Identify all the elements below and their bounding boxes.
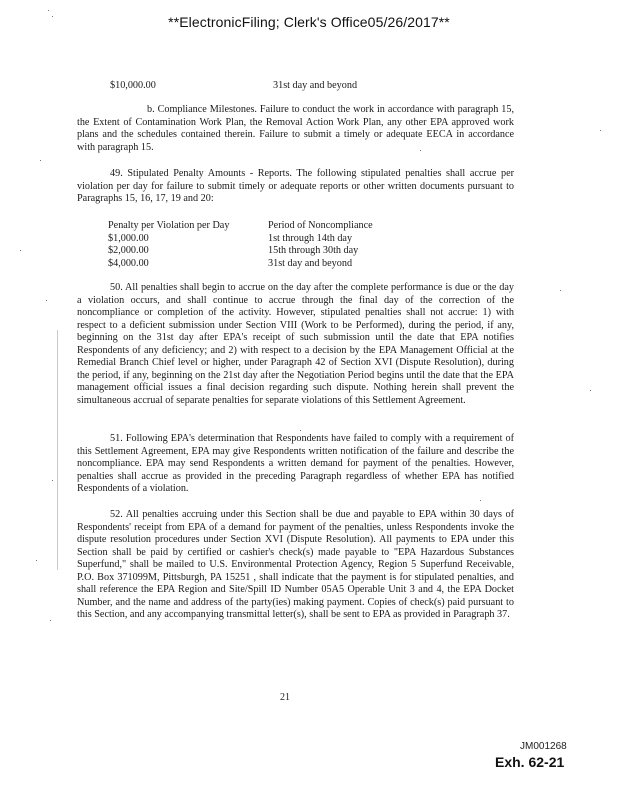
- table-header-cell: Penalty per Violation per Day: [108, 220, 230, 231]
- scan-speck: [560, 290, 561, 291]
- table-cell: 15th through 30th day: [268, 245, 359, 256]
- table-cell: 1st through 14th day: [268, 232, 353, 244]
- page-number: 21: [280, 692, 290, 703]
- scan-speck: [40, 160, 41, 161]
- scan-speck: [300, 430, 301, 431]
- table-header-cell: Period of Noncompliance: [268, 220, 373, 231]
- paragraph-50: 50. All penalties shall begin to accrue on the day after the complete performance is due or the day a violation occurs, and shall continue to accrue through the final day of the correction of the noncompliance or completion of the activity. However, stipulated penalties shall not accrue: 1) with respect to a deficient submission under Section VIII (Work to be Performed), during the period, if any, beginning on the 31st day after EPA's receipt of such submission until the date that EPA notifies Respondents of any deficiency; and 2) with respect to a decision by the EPA Management Official at the Remedial Branch Chief level or higher, under Paragraph 42 of Section XVI (Dispute Resolution), during the period, if any, beginning on the 21st day after the Negotiation Period begins until the date that the EPA management official issues a final decision regarding such dispute. Nothing herein shall prevent the simultaneous accrual of separate penalties for separate violations of this Settlement Agreement.: [77, 282, 514, 406]
- table-cell: $4,000.00: [108, 257, 149, 269]
- table-cell: $1,000.00: [108, 232, 149, 244]
- scan-speck: [50, 620, 51, 621]
- table-cell: 31st day and beyond: [268, 257, 353, 269]
- scan-speck: [48, 10, 49, 11]
- scan-margin-line: [57, 330, 58, 570]
- table-cell: $2,000.00: [108, 245, 149, 256]
- scan-speck: [480, 500, 481, 501]
- table-row: [108, 258, 418, 271]
- top-row-amount: $10,000.00: [110, 80, 156, 91]
- scan-speck: [52, 16, 53, 17]
- table-row: [108, 245, 418, 258]
- top-row-period: 31st day and beyond: [273, 80, 358, 91]
- scan-speck: [46, 300, 47, 301]
- scan-speck: [420, 150, 421, 151]
- scan-speck: [600, 130, 601, 131]
- paragraph-51: 51. Following EPA's determination that Respondents have failed to comply with a requirement of this Settlement Agreement, EPA may give Respondents written notification of the failure and describe the noncompliance. EPA may send Respondents a written demand for payment of the penalties. However, penalties shall accrue as provided in the preceding Paragraph regardless of whether EPA has notified Respondents of a violation.: [77, 433, 514, 494]
- filing-stamp: **ElectronicFiling; Clerk's Office05/26/2017**: [168, 14, 450, 30]
- paragraph-49: 49. Stipulated Penalty Amounts - Reports. The following stipulated penalties shall accrue per violation per day for failure to submit timely or adequate reports or other written documents pursuant to Paragraphs 15, 16, 17, 19 and 20:: [77, 168, 514, 204]
- scan-speck: [20, 250, 21, 251]
- exhibit-label: Exh. 62-21: [495, 754, 565, 770]
- bates-number: JM001268: [520, 741, 567, 752]
- table-row: [108, 233, 418, 246]
- scan-speck: [250, 368, 251, 369]
- table-header-row: [108, 220, 418, 233]
- scan-speck: [590, 390, 591, 391]
- penalty-table: [108, 220, 418, 270]
- scan-speck: [36, 560, 37, 561]
- paragraph-b: b. Compliance Milestones. Failure to conduct the work in accordance with paragraph 15, the Extent of Contamination Work Plan, the Removal Action Work Plan, any other EPA approved work plans and the schedules contained therein. Failure to submit a timely or adequate EECA in accordance with paragraph 15.: [77, 104, 514, 153]
- paragraph-52: 52. All penalties accruing under this Section shall be due and payable to EPA within 30 days of Respondents' receipt from EPA of a demand for payment of the penalties, unless Respondents invoke the dispute resolution procedures under Section XVI (Dispute Resolution). All payments to EPA under this Section shall be paid by certified or cashier's check(s) made payable to "EPA Hazardous Substances Superfund," shall be mailed to U.S. Environmental Protection Agency, Region 5 Superfund Receivable, P.O. Box 371099M, Pittsburgh, PA 15251 , shall indicate that the payment is for stipulated penalties, and shall reference the EPA Region and Site/Spill ID Number 05A5 Operable Unit 3 and 4, the EPA Docket Number, and the name and address of the party(ies) making payment. Copies of check(s) paid pursuant to this Section, and any accompanying transmittal letter(s), shall be sent to EPA as provided in Paragraph 37.: [77, 509, 514, 620]
- scan-speck: [52, 480, 53, 481]
